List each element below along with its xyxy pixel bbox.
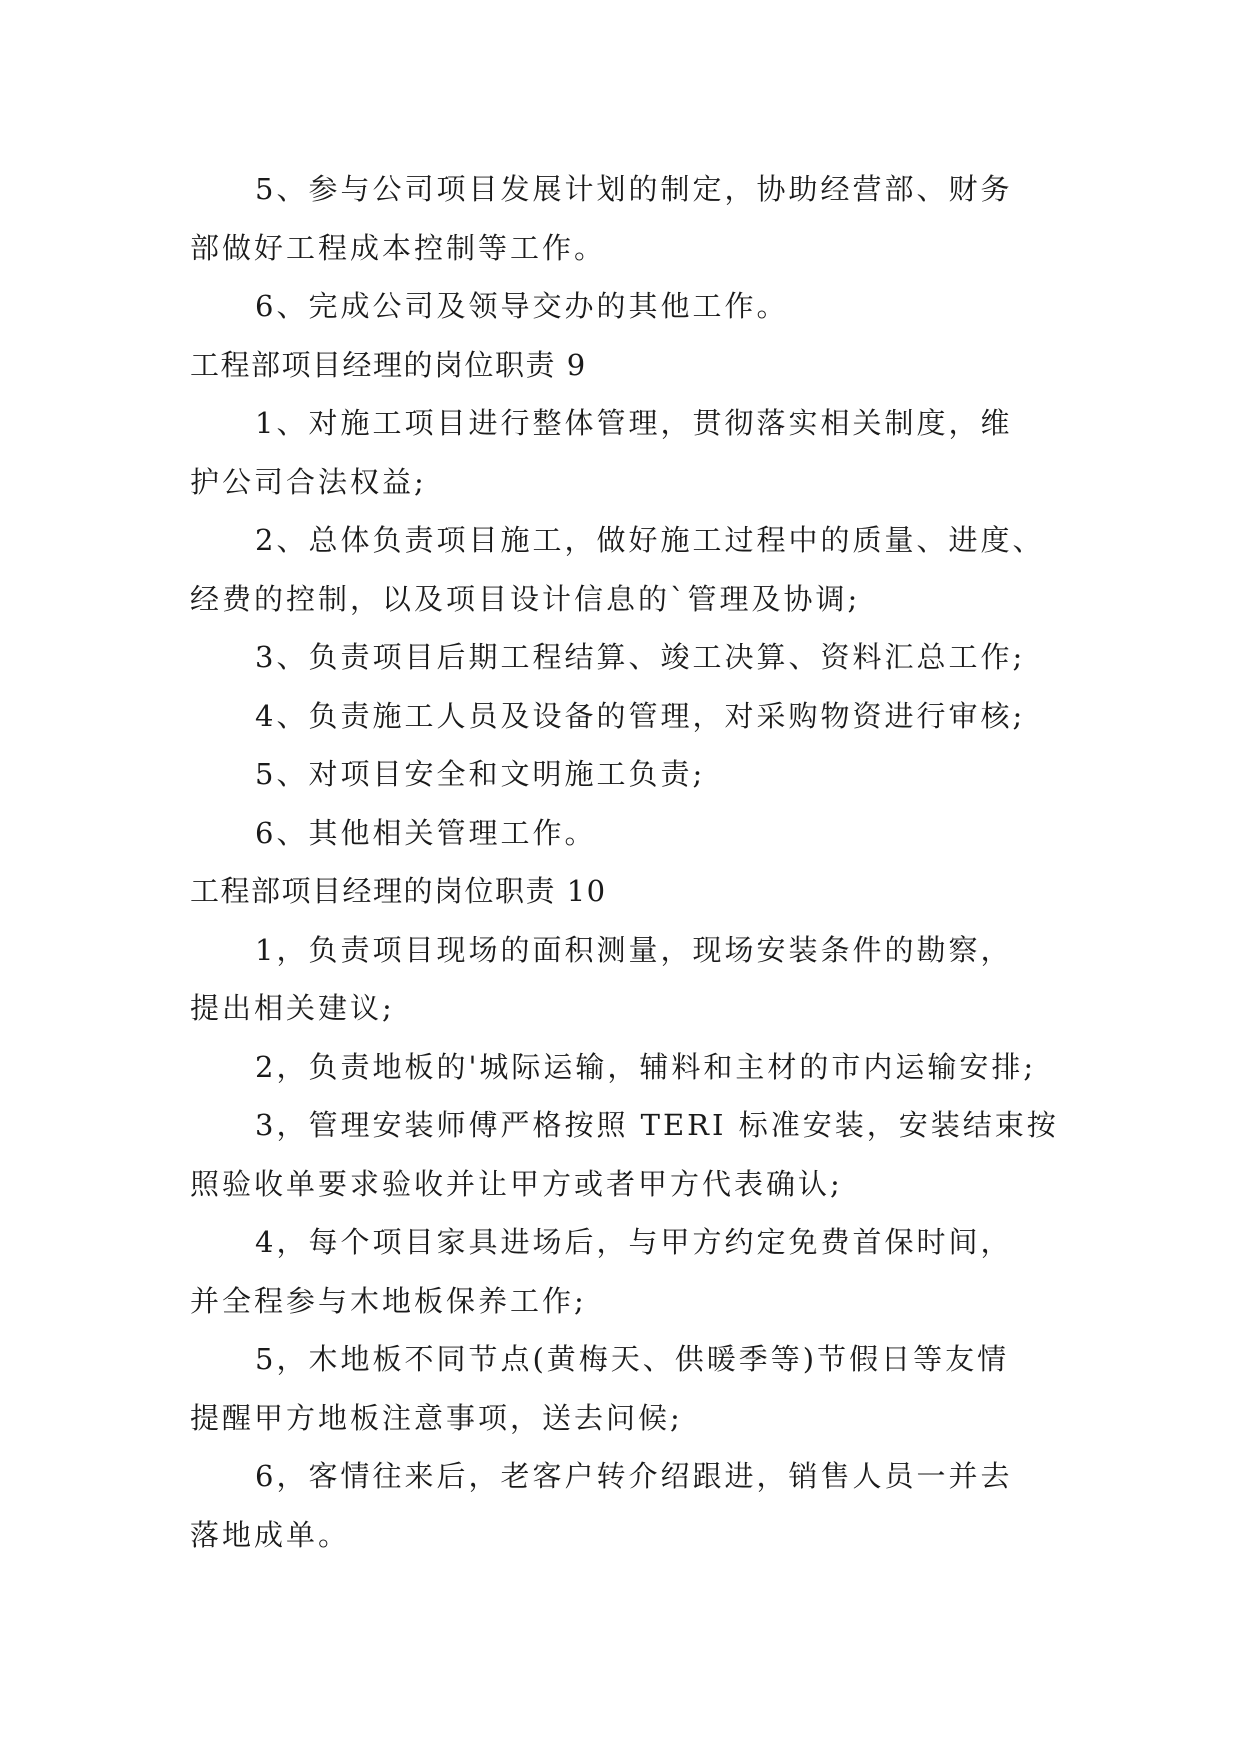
text-line: 6、完成公司及领导交办的其他工作。 (255, 289, 789, 323)
text-line: 3、负责项目后期工程结算、竣工决算、资料汇总工作; (255, 640, 1026, 674)
text-line: 落地成单。 (190, 1517, 351, 1552)
text-line: 6、其他相关管理工作。 (255, 815, 597, 850)
text-line: 4、负责施工人员及设备的管理，对采购物资进行审核; (255, 698, 1026, 733)
text-line: 6，客情往来后，老客户转介绍跟进，销售人员一并去 (255, 1459, 1013, 1493)
text-line: 5、参与公司项目发展计划的制定，协助经营部、财务 (255, 172, 1013, 206)
text-line: 经费的控制，以及项目设计信息的`管理及协调; (190, 581, 861, 616)
section-heading: 工程部项目经理的岗位职责 9 (190, 347, 587, 382)
text-line: 提醒甲方地板注意事项，送去问候; (190, 1400, 683, 1435)
text-line: 1、对施工项目进行整体管理，贯彻落实相关制度，维 (255, 406, 1013, 440)
text-line: 提出相关建议; (190, 991, 395, 1025)
text-line: 并全程参与木地板保养工作; (190, 1283, 587, 1318)
text-line: 1，负责项目现场的面积测量，现场安装条件的勘察， (255, 932, 1013, 967)
text-line: 护公司合法权益; (190, 464, 427, 499)
text-line: 3，管理安装师傅严格按照 TERI 标准安装，安装结束按 (255, 1108, 1059, 1142)
text-line: 4，每个项目家具进场后，与甲方约定免费首保时间， (255, 1225, 1013, 1259)
section-heading: 工程部项目经理的岗位职责 10 (190, 874, 607, 908)
text-line: 2、总体负责项目施工，做好施工过程中的质量、进度、 (255, 523, 1045, 557)
text-line: 部做好工程成本控制等工作。 (190, 230, 607, 265)
text-line: 5，木地板不同节点(黄梅天、供暖季等)节假日等友情 (255, 1342, 1010, 1376)
document-page (190, 160, 1070, 1564)
text-line: 2，负责地板的'城际运输，辅料和主材的市内运输安排; (255, 1049, 1037, 1084)
text-line: 照验收单要求验收并让甲方或者甲方代表确认; (190, 1166, 843, 1201)
text-line: 5、对项目安全和文明施工负责; (255, 757, 706, 791)
